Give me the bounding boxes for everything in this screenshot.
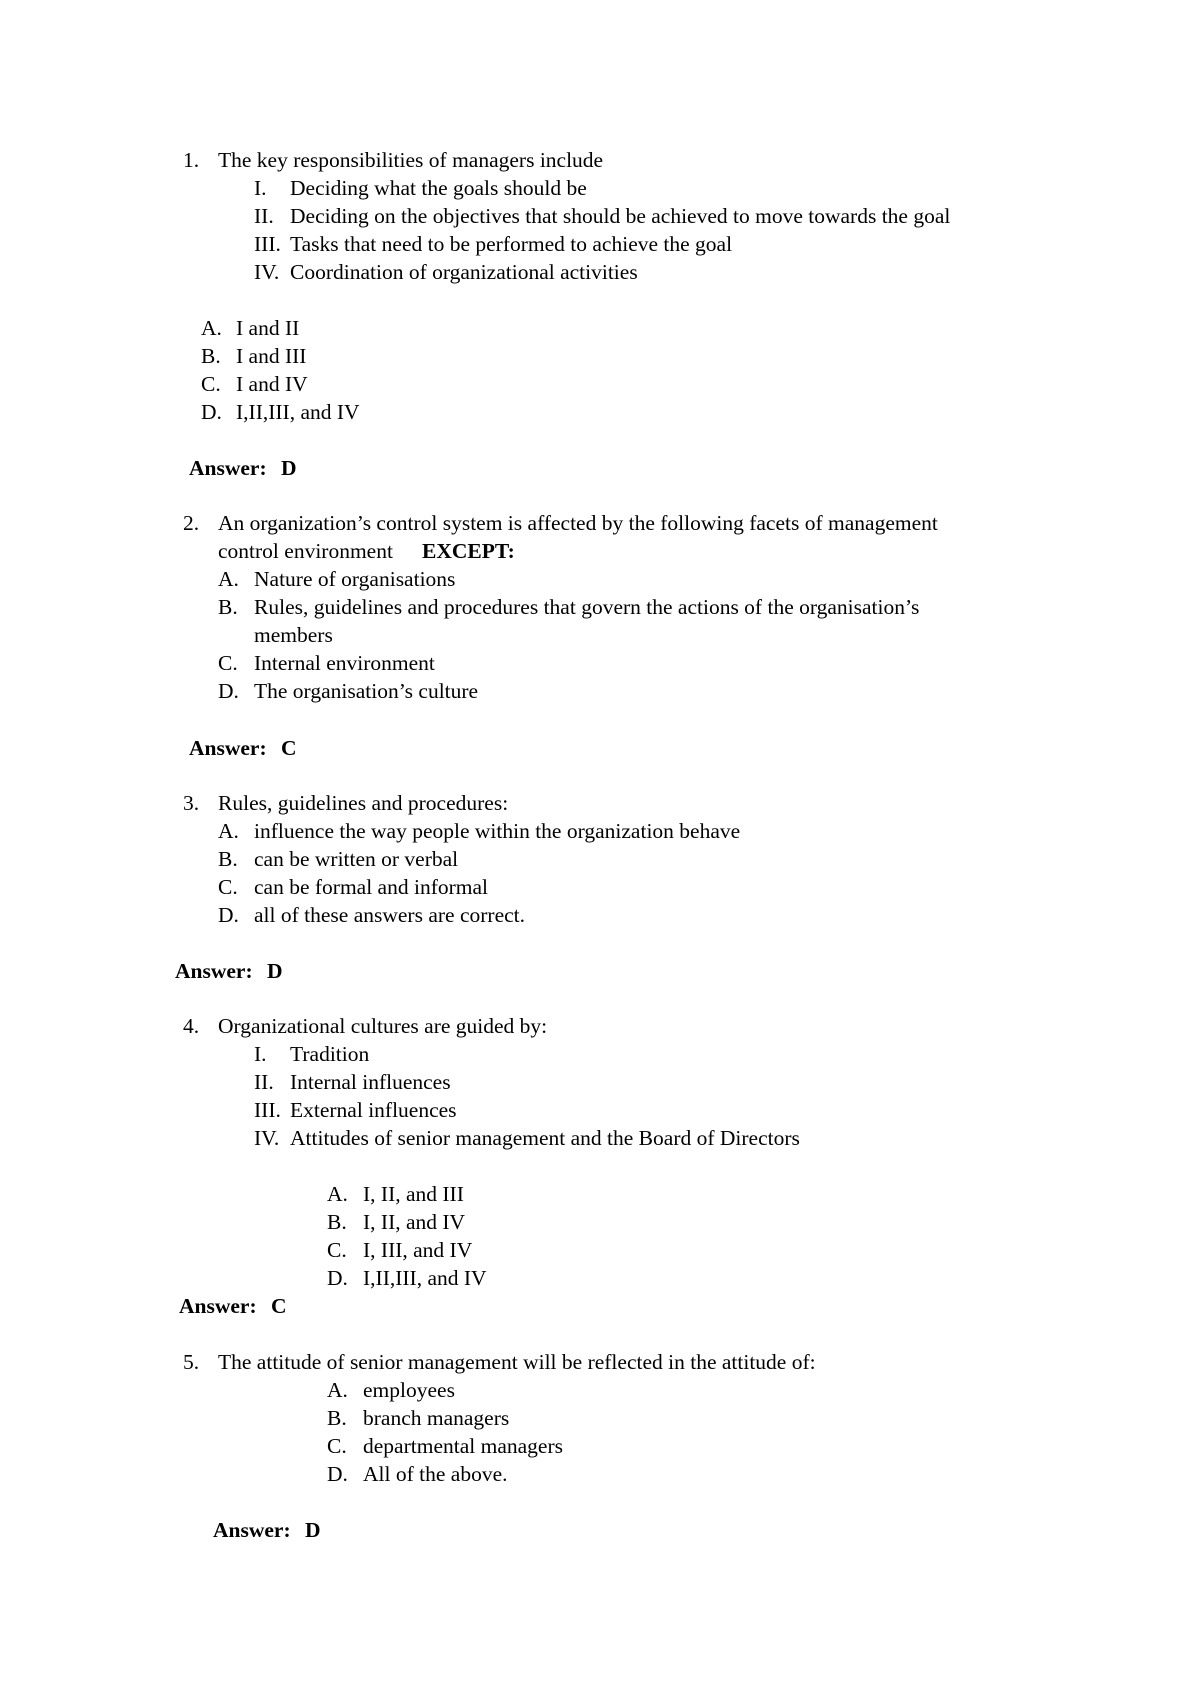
option-label: D. [327, 1462, 348, 1486]
question-stem: The key responsibilities of managers include [218, 148, 604, 172]
roman-item: Deciding on the objectives that should be achieved to move towards the goal [290, 204, 951, 228]
answer-label: Answer: [189, 736, 267, 760]
question-number: 1. [183, 148, 200, 172]
answer-value: C [281, 736, 297, 760]
option-label: C. [201, 372, 221, 396]
question-stem-line1: An organization’s control system is affected by the following facets of management [218, 511, 938, 535]
option-label: B. [218, 847, 238, 871]
option-text: The organisation’s culture [254, 679, 479, 703]
option-label: B. [218, 595, 238, 619]
option-label: A. [218, 567, 239, 591]
option-text: I,II,III, and IV [236, 400, 360, 424]
roman-label: IV. [254, 1126, 280, 1150]
option-label: D. [201, 400, 222, 424]
option-label: A. [201, 316, 222, 340]
option-text: influence the way people within the organization behave [254, 819, 741, 843]
option-text: I, II, and III [363, 1182, 464, 1206]
answer-label: Answer: [175, 959, 253, 983]
roman-label: II. [254, 1070, 274, 1094]
roman-item: Tradition [290, 1042, 370, 1066]
roman-item: Coordination of organizational activities [290, 260, 638, 284]
option-label: D. [327, 1266, 348, 1290]
option-text: I, III, and IV [363, 1238, 473, 1262]
option-label: C. [327, 1434, 347, 1458]
option-text: I, II, and IV [363, 1210, 466, 1234]
answer-label: Answer: [213, 1518, 291, 1542]
option-label: C. [327, 1238, 347, 1262]
roman-item: Deciding what the goals should be [290, 176, 587, 200]
option-label: A. [327, 1378, 348, 1402]
roman-item: External influences [290, 1098, 457, 1122]
answer-label: Answer: [189, 456, 267, 480]
option-label: C. [218, 651, 238, 675]
answer-value: C [271, 1294, 287, 1318]
option-text: can be formal and informal [254, 875, 489, 899]
option-text: Nature of organisations [254, 567, 456, 591]
roman-label: III. [254, 232, 281, 256]
option-label: B. [327, 1210, 347, 1234]
option-text: can be written or verbal [254, 847, 459, 871]
option-text: I and II [236, 316, 300, 340]
option-text-continued: members [254, 623, 333, 647]
answer-value: D [281, 456, 297, 480]
question-stem-line2: control environment [218, 539, 393, 563]
question-number: 4. [183, 1014, 200, 1038]
question-stem-emphasis: EXCEPT: [422, 539, 515, 563]
answer-label: Answer: [179, 1294, 257, 1318]
option-text: branch managers [363, 1406, 510, 1430]
answer-value: D [267, 959, 283, 983]
option-label: D. [218, 903, 239, 927]
option-text: I and IV [236, 372, 308, 396]
option-text: I and III [236, 344, 307, 368]
question-number: 2. [183, 511, 200, 535]
roman-item: Internal influences [290, 1070, 451, 1094]
roman-label: II. [254, 204, 274, 228]
option-text: departmental managers [363, 1434, 563, 1458]
option-label: C. [218, 875, 238, 899]
roman-label: I. [254, 1042, 267, 1066]
option-label: A. [218, 819, 239, 843]
question-number: 5. [183, 1350, 200, 1374]
question-stem: The attitude of senior management will be reflected in the attitude of: [218, 1350, 816, 1374]
roman-item: Tasks that need to be performed to achieve the goal [290, 232, 733, 256]
option-text: All of the above. [363, 1462, 508, 1486]
answer-value: D [305, 1518, 321, 1542]
option-text: I,II,III, and IV [363, 1266, 487, 1290]
roman-label: IV. [254, 260, 280, 284]
question-number: 3. [183, 791, 200, 815]
option-label: B. [201, 344, 221, 368]
option-text: employees [363, 1378, 455, 1402]
option-label: D. [218, 679, 239, 703]
roman-label: III. [254, 1098, 281, 1122]
option-label: A. [327, 1182, 348, 1206]
roman-label: I. [254, 176, 267, 200]
option-text: Internal environment [254, 651, 435, 675]
roman-item: Attitudes of senior management and the Board of Directors [290, 1126, 800, 1150]
option-label: B. [327, 1406, 347, 1430]
question-stem: Rules, guidelines and procedures: [218, 791, 509, 815]
option-text: all of these answers are correct. [254, 903, 525, 927]
option-text: Rules, guidelines and procedures that govern the actions of the organisation’s [254, 595, 920, 619]
question-stem: Organizational cultures are guided by: [218, 1014, 548, 1038]
